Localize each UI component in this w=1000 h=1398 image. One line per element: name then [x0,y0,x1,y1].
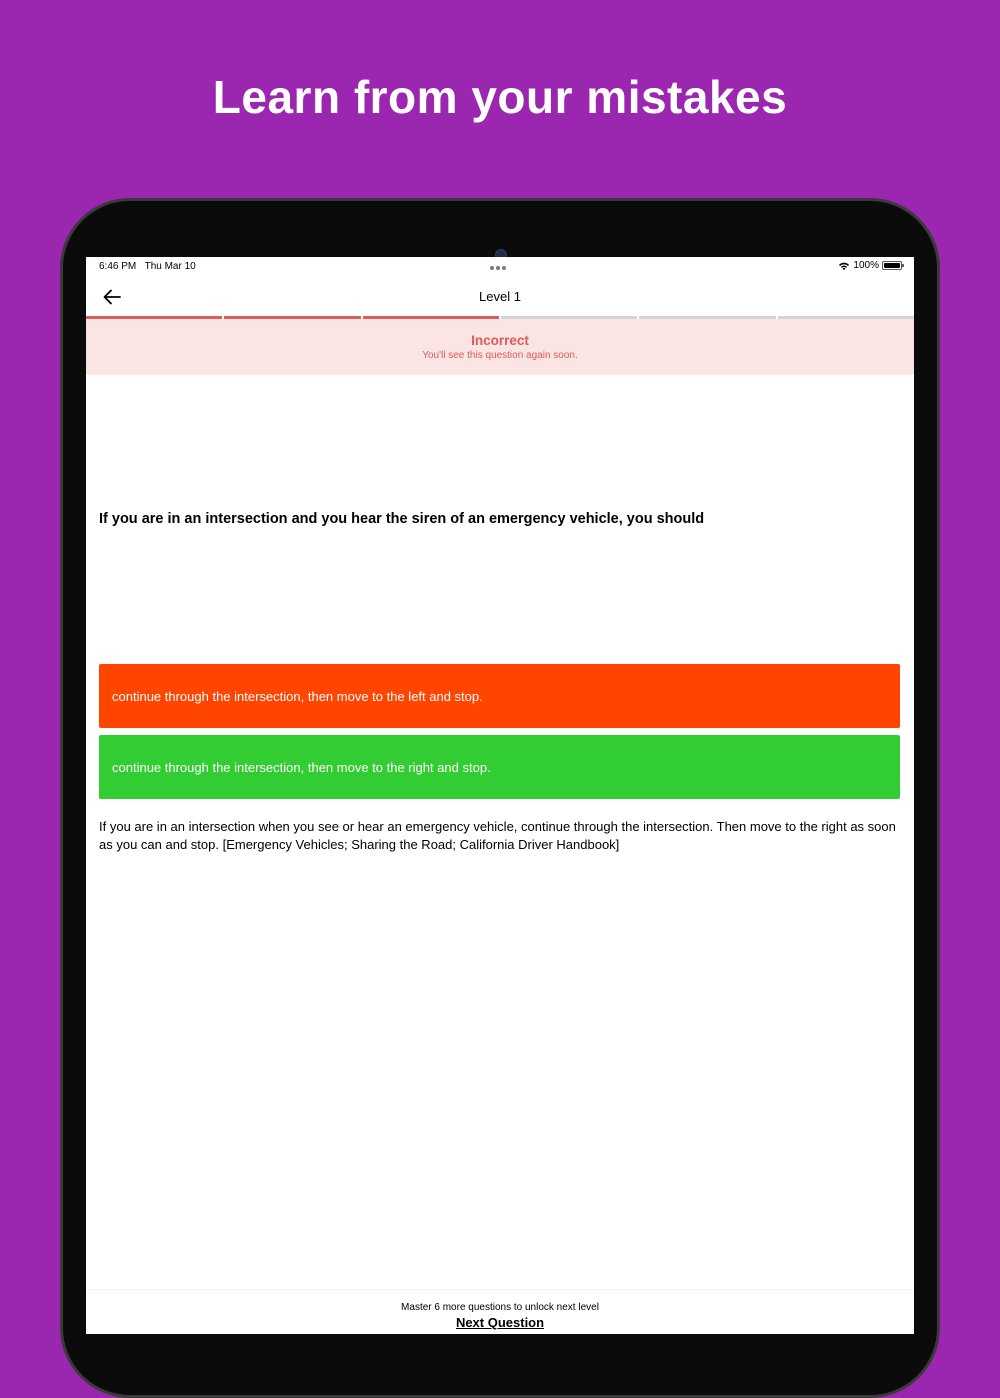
answer-option-wrong[interactable] [99,664,900,728]
page-title: Level 1 [479,289,521,304]
status-time [99,261,196,272]
status-bar [86,257,914,277]
battery-percent: 100% [853,260,879,271]
feedback-subtitle: You'll see this question again soon. [422,350,578,361]
answer-option-correct[interactable] [99,735,900,799]
nav-bar [86,277,914,317]
feedback-banner [86,319,914,375]
question-text: If you are in an intersection and you hear the siren of an emergency vehicle, you should [99,511,705,527]
app-screen [86,257,914,1334]
status-clock: 6:46 PM [99,261,137,272]
unlock-note: Master 6 more questions to unlock next level [401,1302,599,1313]
status-indicators [838,260,902,271]
footer [86,1289,914,1334]
wifi-icon [838,261,850,271]
battery-full-icon [882,261,902,270]
next-question-button[interactable]: Next Question [455,1315,545,1330]
promo-headline: Learn from your mistakes [212,71,788,123]
multitasking-dots-icon[interactable] [490,262,510,268]
answer-explanation: If you are in an intersection when you see or hear an emergency vehicle, continue through the intersection. Then move to the right as soon as you can and stop. [Emergency Vehicles; Sharing the Road; California Driver Handbook] [99,819,896,852]
feedback-title: Incorrect [471,333,529,348]
answer-label: continue through the intersection, then move to the left and stop. [112,688,483,704]
answer-label: continue through the intersection, then move to the right and stop. [112,759,491,775]
status-date: Thu Mar 10 [144,261,196,272]
